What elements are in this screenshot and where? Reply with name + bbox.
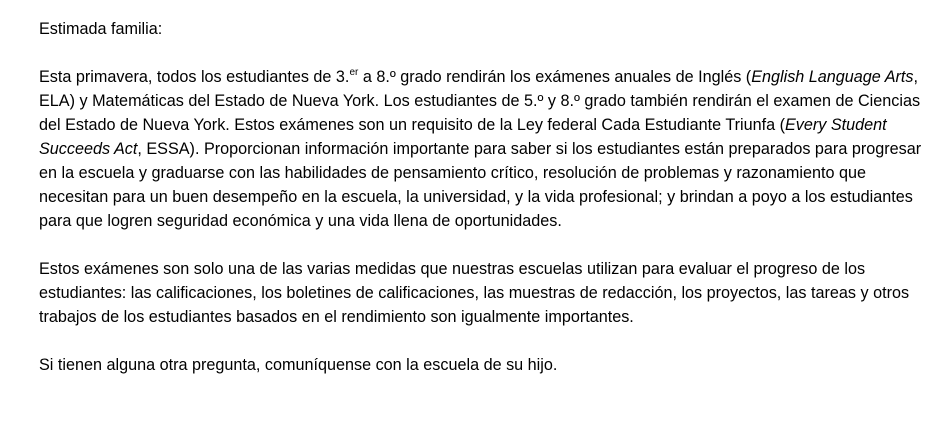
letter-paragraph-exams (39, 65, 929, 233)
p1-italic-english-language-arts: English Language Arts (751, 68, 914, 86)
p1-italic-every-student-succeeds-act: Every Student Succeeds Act (39, 116, 887, 158)
p1-text-3: , ELA) y Matemáticas del Estado de Nueva York. Los estudiantes de 5.º y 8.º grado también rendirán el examen de Ciencias del Estado de Nueva York. Estos exámenes son un requisito de la Ley federal Cada Estudiante Triunfa ( (39, 68, 921, 134)
p1-text-4: , ESSA). Proporcionan información importante para saber si los estudiantes están preparados para progresar en la escuela y graduarse con las habilidades de pensamiento crítico, resolución de problemas y razonamiento que necesitan para un buen desempeño en la escuela, la universidad, y la vida profesional; y brindan a poyo a los estudiantes para que logren seguridad económica y una vida llena de oportunidades. (39, 140, 922, 230)
letter-greeting: Estimada familia: (39, 20, 163, 38)
letter-body (39, 17, 929, 377)
p1-superscript: er (349, 66, 359, 78)
p1-text-1: Esta primavera, todos los estudiantes de 3. (39, 68, 350, 86)
letter-paragraph-measures: Estos exámenes son solo una de las varias medidas que nuestras escuelas utilizan para evaluar el progreso de los estudiantes: las calificaciones, los boletines de calificaciones, las muestras de redacción, los proyectos, las tareas y otros trabajos de los estudiantes basados en el rendimiento son igualmente importantes. (39, 260, 910, 326)
letter-paragraph-questions: Si tienen alguna otra pregunta, comuníquense con la escuela de su hijo. (39, 356, 558, 374)
p1-text-2: a 8.º grado rendirán los exámenes anuales de Inglés ( (358, 68, 752, 86)
